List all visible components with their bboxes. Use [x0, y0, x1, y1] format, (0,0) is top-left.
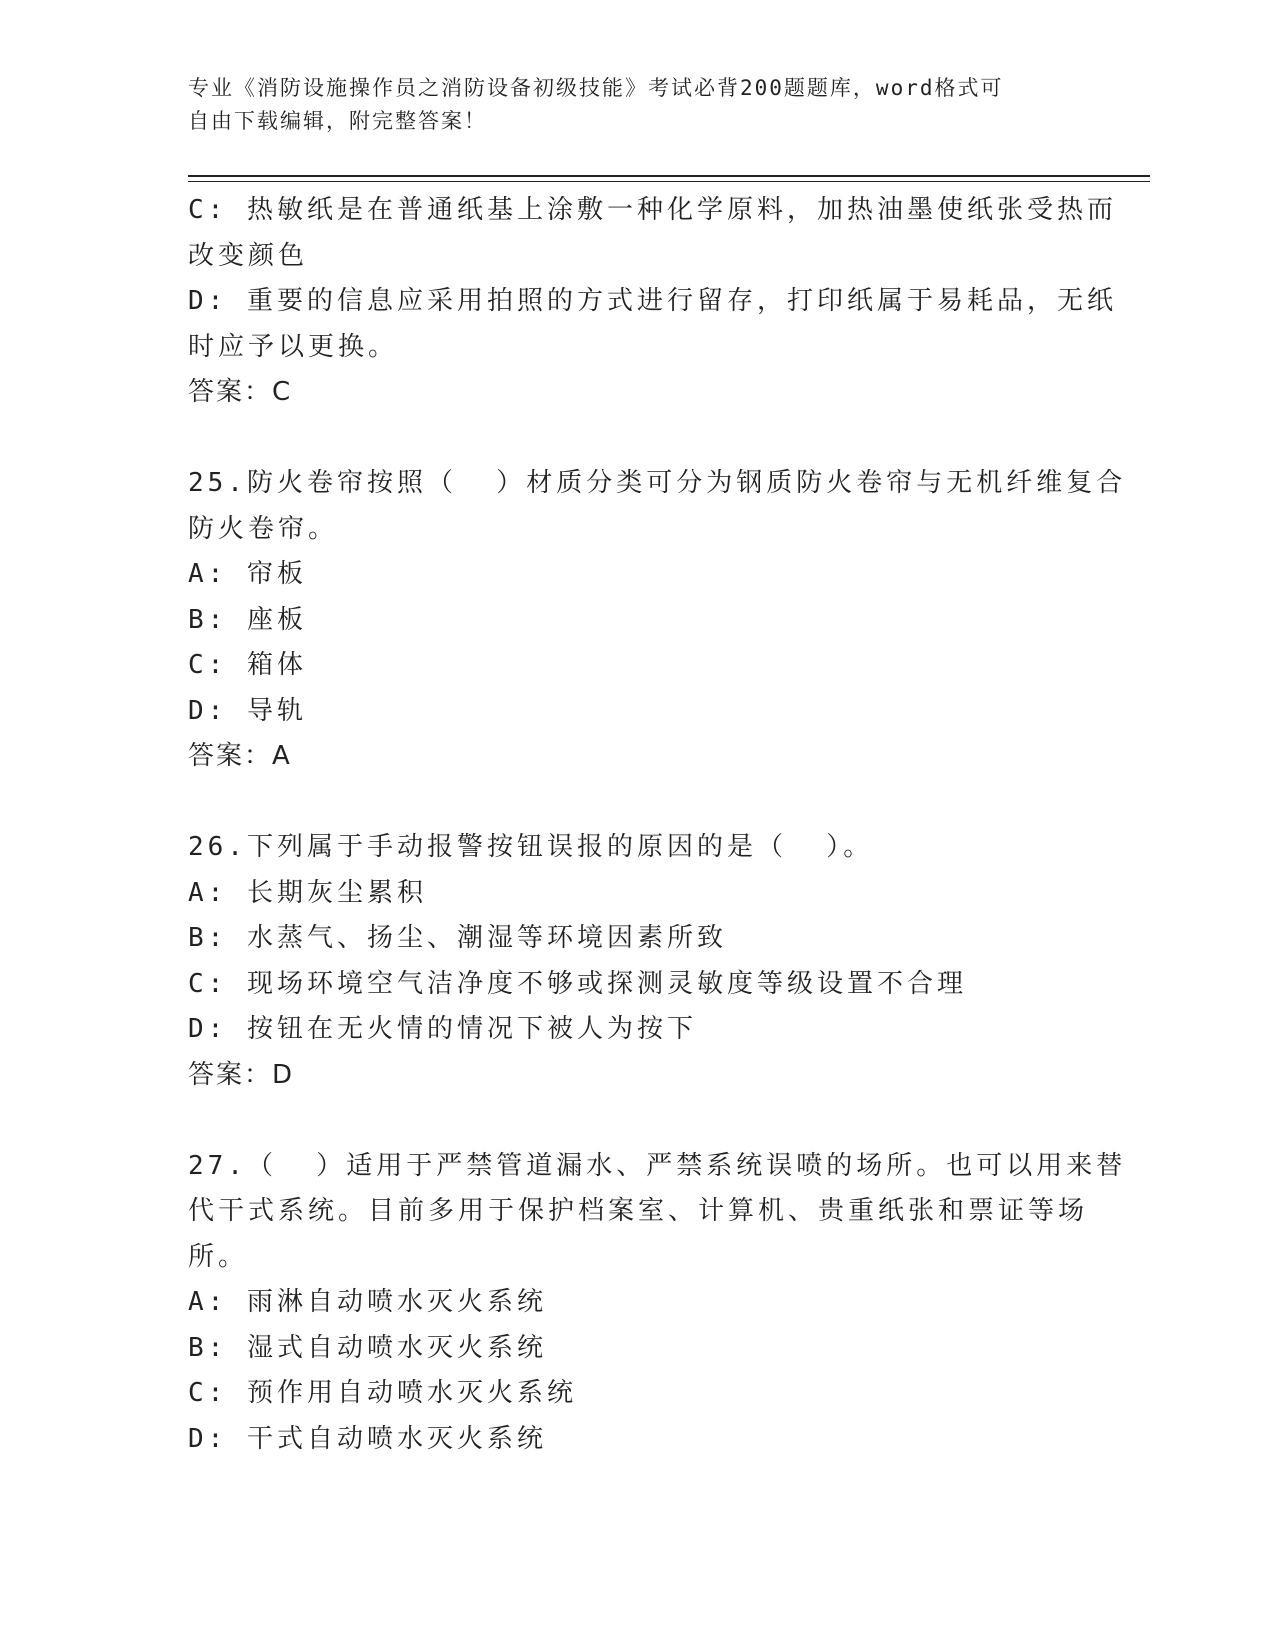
spacer — [188, 1098, 1088, 1144]
question-26 — [188, 825, 1088, 1098]
option-d: D: 干式自动喷水灭火系统 — [188, 1423, 547, 1454]
option-b: B: 湿式自动喷水灭火系统 — [188, 1332, 547, 1363]
header-line-2: 自由下载编辑，附完整答案！ — [188, 109, 487, 133]
answer-line: 答案：A — [188, 741, 292, 771]
question-stem-line-1: 25.防火卷帘按照（ ）材质分类可分为钢质防火卷帘与无机纤维复合 — [188, 468, 1127, 498]
question-stem-line-2: 防火卷帘。 — [188, 513, 339, 544]
option-c-line-1: C: 热敏纸是在普通纸基上涂敷一种化学原料，加热油墨使纸张受热而 — [188, 195, 1117, 225]
option-a: A: 帘板 — [188, 559, 307, 589]
spacer — [188, 780, 1088, 826]
answer-line: 答案：D — [188, 1059, 295, 1090]
answer-line: 答案：C — [188, 377, 293, 407]
question-27 — [188, 1144, 1127, 1463]
header-divider-thick — [188, 175, 1150, 177]
option-c: C: 箱体 — [188, 650, 307, 680]
option-c: C: 现场环境空气洁净度不够或探测灵敏度等级设置不合理 — [188, 968, 967, 999]
question-stem-line-1: 27.（ ）适用于严禁管道漏水、严禁系统误喷的场所。也可以用来替 — [188, 1150, 1127, 1181]
question-25 — [188, 461, 1127, 780]
question-stem-line-3: 所。 — [188, 1241, 249, 1272]
question-stem-line-1: 26.下列属于手动报警按钮误报的原因的是（ ）。 — [188, 832, 874, 862]
header-divider-thin — [188, 181, 1150, 182]
document-header — [188, 72, 1088, 138]
header-line-1: 专业《消防设施操作员之消防设备初级技能》考试必背200题题库，word格式可 — [188, 76, 1004, 100]
option-d: D: 导轨 — [188, 695, 307, 726]
spacer — [188, 416, 1088, 462]
option-c: C: 预作用自动喷水灭火系统 — [188, 1378, 577, 1408]
option-d-line-1: D: 重要的信息应采用拍照的方式进行留存，打印纸属于易耗品，无纸 — [188, 286, 1117, 316]
option-a: A: 长期灰尘累积 — [188, 877, 427, 908]
question-content — [188, 188, 1127, 1462]
question-stem-line-2: 代干式系统。目前多用于保护档案室、计算机、贵重纸张和票证等场 — [188, 1196, 1089, 1226]
option-c-line-2: 改变颜色 — [188, 240, 309, 271]
option-d: D: 按钮在无火情的情况下被人为按下 — [188, 1014, 697, 1044]
question-24-continued — [188, 188, 1117, 416]
option-b: B: 座板 — [188, 604, 307, 635]
option-a: A: 雨淋自动喷水灭火系统 — [188, 1287, 547, 1317]
option-d-line-2: 时应予以更换。 — [188, 331, 399, 362]
option-b: B: 水蒸气、扬尘、潮湿等环境因素所致 — [188, 923, 727, 953]
